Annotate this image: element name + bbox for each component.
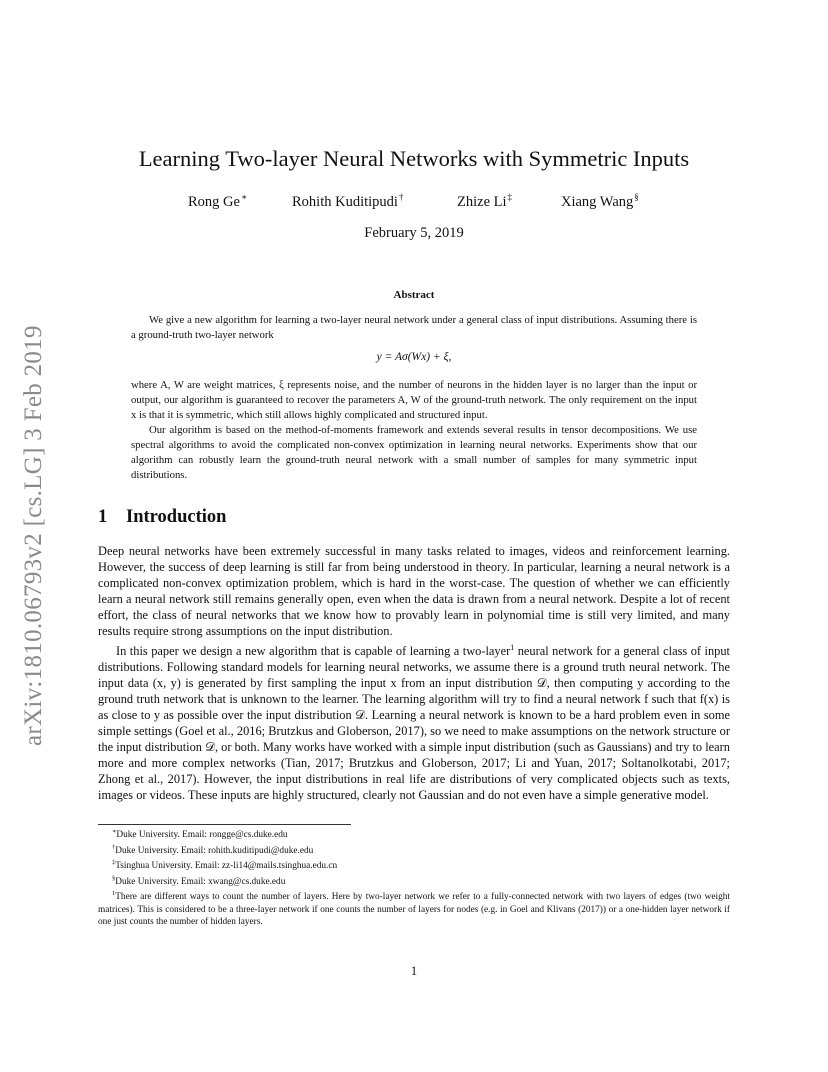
author-4 [561,192,639,211]
abstract-text: where A, W are weight matrices, ξ represents noise, and the number of neurons in the hidden layer is no larger than the input or output, our algorithm is guaranteed to recover the parameters A, W of the ground-truth network. The only requirement on the input x is that it is symmetric, which still allows highly complicated and structured input. [131,379,697,421]
page-number: 1 [410,964,418,978]
intro-paragraph-1: Deep neural networks have been extremely successful in many tasks related to images, videos and reinforcement learning. However, the success of deep learning is still far from being understood in theory. In particular, learning a neural network is a complicated non-convex optimization problem, which is hard in the worst-case. The question of whether we can efficiently learn a neural network still remains generally open, even when the data is drawn from a neural network. Despite a lot of recent effort, the class of neural networks that we know how to provably learn in polynomial time is still very limited, and many results require strong assumptions on the input distribution. [98,544,730,639]
arxiv-identifier-stamp [20,296,46,746]
abstract-text: We give a new algorithm for learning a two-layer neural network under a general class of input distributions. Assuming there is a ground-truth two-layer network [131,314,697,341]
abstract-paragraph-2 [131,378,697,483]
abstract-heading: Abstract [393,289,435,301]
author-mark: ‡ [507,192,513,202]
author-name: Rohith Kuditipudi [292,194,398,210]
author-list [180,192,660,212]
author-3 [457,192,512,211]
footnote-2: †Duke University. Email: rohith.kuditipudi@duke.edu [112,843,314,856]
intro-body [98,543,730,804]
abstract-equation: y = Aσ(Wx) + ξ, [376,351,452,363]
abstract-text: Our algorithm is based on the method-of-moments framework and extends several results in tensor decompositions. We use spectral algorithms to avoid the complicated non-convex optimization in learning neural networks. Experiments show that our algorithm can robustly learn the ground-truth neural network with a small number of samples for many symmetric input distributions. [131,424,697,481]
author-name: Xiang Wang [561,194,634,210]
arxiv-identifier-text: arXiv:1810.06793v2 [cs.LG] 3 Feb 2019 [20,325,47,746]
author-name: Zhize Li [457,194,507,210]
author-mark: ∗ [240,192,248,202]
section-number: 1 [98,507,108,527]
footnote-4: §Duke University. Email: xwang@cs.duke.edu [112,874,286,887]
footnote-1: ∗Duke University. Email: rongge@cs.duke.edu [112,828,288,840]
footnote-divider [98,824,351,825]
paper-title: Learning Two-layer Neural Networks with Symmetric Inputs [138,146,690,171]
footnote-5: $^1$There are different ways to count the number of layers. Here by two-layer network we refer to a fully-connected network with two layers of edges (two weight matrices). This is considered to be a three-layer network if one counts the number of layers for nodes (e.g. in Goel and Klivans (2017)) or a one-hidden layer network if one just counts the number of hidden layers. [98,890,730,927]
author-name: Rong Ge [188,194,240,210]
author-2 [292,192,403,211]
footnote-3: ‡Tsinghua University. Email: zz-li14@mails.tsinghua.edu.cn [112,859,338,871]
author-mark: † [398,192,404,202]
section-heading [98,507,226,528]
author-mark: § [634,192,639,202]
section-title: Introduction [126,507,227,527]
author-1 [188,192,247,211]
intro-paragraph-2: In this paper we design a new algorithm that is capable of learning a two-layer$^1$ neural network for a general class of input distributions. Following standard models for learning neural networks, we assume there is a ground truth neural network. The input data (x, y) is generated by first sampling the input x from an input distribution 𝒟, then computing y according to the ground truth network that is unknown to the learner. The learning algorithm will try to find a neural network f such that f(x) is as close to y as possible over the input distribution 𝒟. Learning a neural network is known to be a hard problem even in some simple settings (Goel et al., 2016; Brutzkus and Globerson, 2017), so we need to make assumptions on the network structure or the input distribution 𝒟, or both. Many works have worked with a simple input distribution (such as Gaussians) and try to learn more and more complex networks (Tian, 2017; Brutzkus and Globerson, 2017; Li and Yuan, 2017; Soltanolkotabi, 2017; Zhong et al., 2017). However, the input distributions in real life are distributions of very complicated objects such as texts, images or videos. These inputs are highly structured, clearly not Gaussian and do not even have a simple generative model. [98,642,730,803]
footnotes [98,826,730,929]
footnote-marker: 1 [510,642,515,652]
publication-date: February 5, 2019 [364,225,464,241]
abstract-paragraph-1 [131,313,697,343]
